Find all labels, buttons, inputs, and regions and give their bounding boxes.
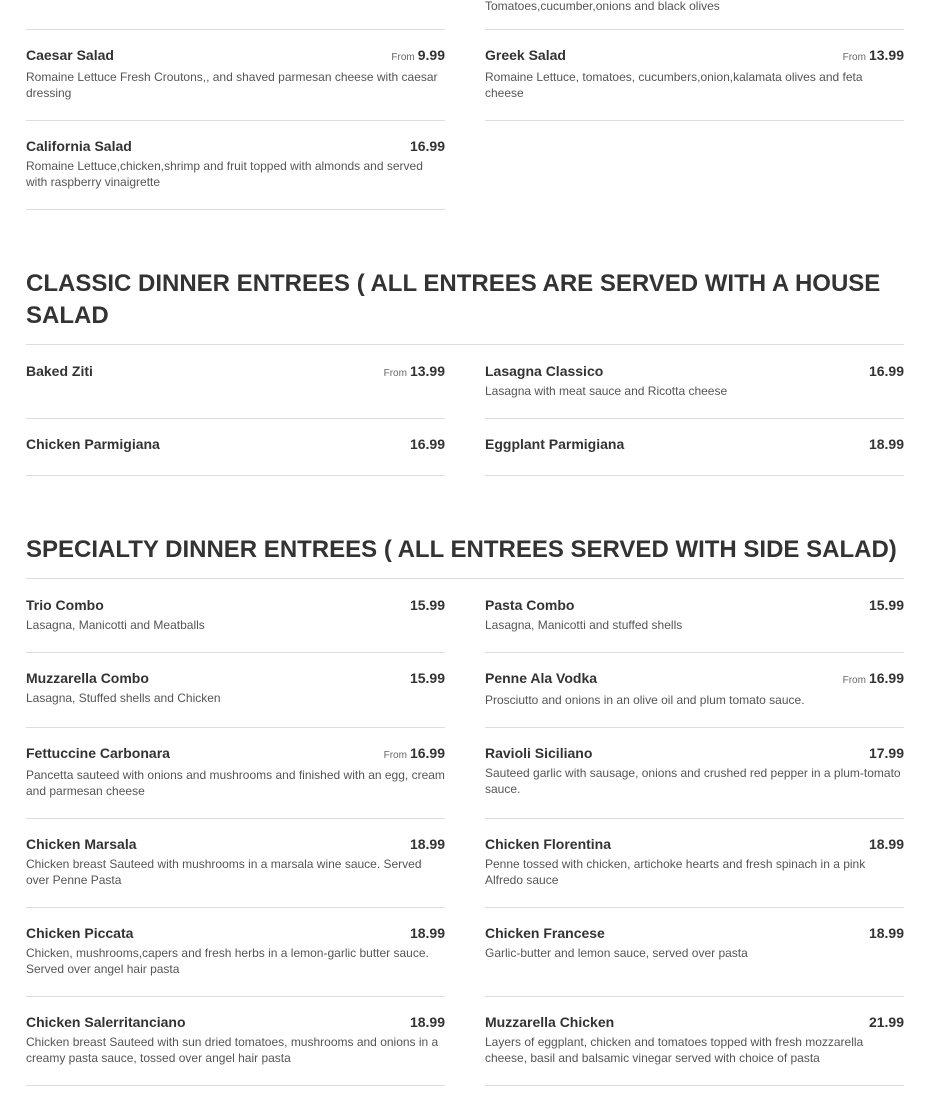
menu-item[interactable] bbox=[485, 363, 904, 399]
item-price: 18.99 bbox=[868, 436, 904, 452]
item-name: Ravioli Siciliano bbox=[485, 745, 593, 761]
item-price: 16.99 bbox=[409, 138, 445, 154]
divider bbox=[485, 996, 904, 997]
price-from-label: From bbox=[391, 52, 415, 63]
divider bbox=[26, 475, 445, 476]
item-description: Lasagna with meat sauce and Ricotta cheese bbox=[485, 384, 728, 398]
item-description: Romaine Lettuce, tomatoes, cucumbers,onion,kalamata olives and feta cheese bbox=[485, 70, 863, 100]
item-name: Pasta Combo bbox=[485, 597, 575, 613]
item-price: 18.99 bbox=[409, 925, 445, 941]
item-description: Chicken breast Sauteed with sun dried tomatoes, mushrooms and onions in a creamy pasta sauce, tossed over angel hair pasta bbox=[26, 1035, 439, 1065]
item-description: Pancetta sauteed with onions and mushrooms and finished with an egg, cream and parmesan cheese bbox=[26, 768, 445, 798]
divider bbox=[485, 907, 904, 908]
section-divider bbox=[26, 578, 904, 579]
item-price: 18.99 bbox=[868, 925, 904, 941]
item-price: 16.99 bbox=[868, 363, 904, 379]
menu-item[interactable] bbox=[485, 745, 904, 797]
divider bbox=[485, 29, 904, 30]
menu-item[interactable] bbox=[26, 138, 445, 190]
item-price: 15.99 bbox=[409, 597, 445, 613]
price-from-label: From bbox=[842, 675, 866, 686]
menu-item[interactable] bbox=[26, 745, 445, 799]
divider bbox=[26, 727, 445, 728]
menu-item[interactable] bbox=[26, 1014, 445, 1066]
item-name: Chicken Francese bbox=[485, 925, 605, 941]
item-name: Muzzarella Chicken bbox=[485, 1014, 615, 1030]
item-name: Muzzarella Combo bbox=[26, 670, 149, 686]
item-description: Chicken, mushrooms,capers and fresh herbs in a lemon-garlic butter sauce. Served over angel hair pasta bbox=[26, 946, 429, 976]
divider bbox=[26, 818, 445, 819]
divider bbox=[26, 1085, 445, 1086]
menu-item[interactable] bbox=[26, 670, 445, 706]
divider bbox=[26, 907, 445, 908]
item-price: From 16.99 bbox=[842, 670, 904, 686]
item-name: Chicken Salerritanciano bbox=[26, 1014, 186, 1030]
divider bbox=[26, 209, 445, 210]
divider bbox=[485, 1085, 904, 1086]
section-divider bbox=[26, 344, 904, 345]
menu-item[interactable] bbox=[26, 363, 445, 379]
divider bbox=[485, 652, 904, 653]
item-name: California Salad bbox=[26, 138, 132, 154]
price-from-label: From bbox=[842, 52, 866, 63]
divider bbox=[485, 120, 904, 121]
section-title-classic: CLASSIC DINNER ENTREES ( ALL ENTREES ARE SERVED WITH A HOUSE SALAD bbox=[26, 270, 881, 329]
divider bbox=[485, 418, 904, 419]
item-name: Chicken Parmigiana bbox=[26, 436, 160, 452]
price-from-label: From bbox=[383, 750, 407, 761]
item-price: 21.99 bbox=[868, 1014, 904, 1030]
item-description: Lasagna, Stuffed shells and Chicken bbox=[26, 691, 221, 705]
item-name: Chicken Piccata bbox=[26, 925, 134, 941]
item-price: From 16.99 bbox=[383, 745, 445, 761]
item-description: Chicken breast Sauteed with mushrooms in a marsala wine sauce. Served over Penne Pasta bbox=[26, 857, 422, 887]
item-price: From 9.99 bbox=[391, 47, 445, 63]
item-price: 15.99 bbox=[409, 670, 445, 686]
menu-item[interactable] bbox=[26, 597, 445, 633]
menu-item[interactable] bbox=[485, 47, 904, 101]
divider bbox=[485, 818, 904, 819]
item-price: 18.99 bbox=[868, 836, 904, 852]
divider bbox=[485, 475, 904, 476]
menu-item[interactable] bbox=[485, 1014, 904, 1066]
item-price: 15.99 bbox=[868, 597, 904, 613]
menu-item[interactable] bbox=[485, 925, 904, 961]
menu-item[interactable] bbox=[26, 925, 445, 977]
item-name: Penne Ala Vodka bbox=[485, 670, 598, 686]
item-name: Baked Ziti bbox=[26, 363, 93, 379]
menu-item-partial[interactable] bbox=[485, 0, 904, 14]
item-description: Romaine Lettuce Fresh Croutons,, and shaved parmesan cheese with caesar dressing bbox=[26, 70, 438, 100]
item-description: Garlic-butter and lemon sauce, served over pasta bbox=[485, 946, 748, 960]
item-name: Caesar Salad bbox=[26, 47, 114, 63]
item-description: Penne tossed with chicken, artichoke hearts and fresh spinach in a pink Alfredo sauce bbox=[485, 857, 866, 887]
item-name: Chicken Marsala bbox=[26, 836, 137, 852]
item-description: Prosciutto and onions in an olive oil and plum tomato sauce. bbox=[485, 693, 805, 707]
item-price: 18.99 bbox=[409, 1014, 445, 1030]
divider bbox=[26, 996, 445, 997]
item-price: 16.99 bbox=[409, 436, 445, 452]
item-price: 17.99 bbox=[868, 745, 904, 761]
menu-item[interactable] bbox=[485, 597, 904, 633]
divider bbox=[26, 652, 445, 653]
menu-item[interactable] bbox=[26, 47, 445, 101]
item-name: Lasagna Classico bbox=[485, 363, 604, 379]
price-from-label: From bbox=[383, 368, 407, 379]
menu-item[interactable] bbox=[485, 836, 904, 888]
item-description: Romaine Lettuce,chicken,shrimp and fruit topped with almonds and served with raspberry vinaigrette bbox=[26, 159, 423, 189]
divider bbox=[26, 29, 445, 30]
menu-item[interactable] bbox=[26, 836, 445, 888]
item-description: Lasagna, Manicotti and stuffed shells bbox=[485, 618, 683, 632]
item-name: Trio Combo bbox=[26, 597, 104, 613]
item-price: From 13.99 bbox=[383, 363, 445, 379]
divider bbox=[485, 727, 904, 728]
item-price: From 13.99 bbox=[842, 47, 904, 63]
item-description: Sauteed garlic with sausage, onions and crushed red pepper in a plum-tomato sauce. bbox=[485, 766, 901, 796]
item-name: Fettuccine Carbonara bbox=[26, 745, 170, 761]
divider bbox=[26, 418, 445, 419]
divider bbox=[26, 120, 445, 121]
item-name: Eggplant Parmigiana bbox=[485, 436, 625, 452]
item-name: Chicken Florentina bbox=[485, 836, 612, 852]
menu-item[interactable] bbox=[26, 436, 445, 452]
item-description: Layers of eggplant, chicken and tomatoes topped with fresh mozzarella cheese, basil and balsamic vinegar served with choice of pasta bbox=[485, 1035, 864, 1065]
item-description: Lasagna, Manicotti and Meatballs bbox=[26, 618, 205, 632]
item-name: Greek Salad bbox=[485, 47, 566, 63]
item-description: Tomatoes,cucumber,onions and black olives bbox=[485, 0, 720, 13]
menu-item[interactable] bbox=[485, 670, 904, 708]
item-price: 18.99 bbox=[409, 836, 445, 852]
section-title-specialty: SPECIALTY DINNER ENTREES ( ALL ENTREES SERVED WITH SIDE SALAD) bbox=[26, 536, 897, 563]
menu-item[interactable] bbox=[485, 436, 904, 452]
